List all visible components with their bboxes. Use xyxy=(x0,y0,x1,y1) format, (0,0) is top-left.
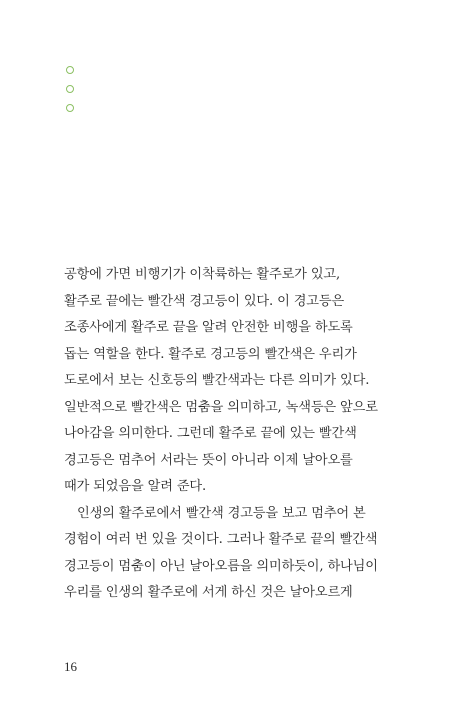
text-line: 우리를 인생의 활주로에 서게 하신 것은 날아오르게 xyxy=(64,585,353,600)
circle-outline-icon xyxy=(66,85,74,93)
text-line: 나아감을 의미한다. 그런데 활주로 끝에 있는 빨간색 xyxy=(64,426,357,441)
bullet-markers xyxy=(66,66,74,123)
circle-outline-icon xyxy=(66,66,74,74)
circle-outline-icon xyxy=(66,104,74,112)
body-paragraphs xyxy=(64,262,404,607)
text-line: 도로에서 보는 신호등의 빨간색과는 다른 의미가 있다. xyxy=(64,373,370,388)
text-line: 경고등이 멈춤이 아닌 날아오름을 의미하듯이, 하나님이 xyxy=(64,558,378,574)
text-line: 일반적으로 빨간색은 멈춤을 의미하고, 녹색등은 앞으로 xyxy=(64,399,378,415)
text-line: 공항에 가면 비행기가 이착륙하는 활주로가 있고, xyxy=(64,267,341,282)
page-number: 16 xyxy=(64,659,77,674)
text-line: 경고등은 멈추어 서라는 뜻이 아니라 이제 날아오를 xyxy=(64,452,353,468)
text-line: 때가 되었음을 알려 준다. xyxy=(64,479,207,494)
text-line-indented: 인생의 활주로에서 빨간색 경고등을 보고 멈추어 본 xyxy=(77,505,366,521)
text-line: 돕는 역할을 한다. 활주로 경고등의 빨간색은 우리가 xyxy=(64,346,357,362)
text-line: 활주로 끝에는 빨간색 경고등이 있다. 이 경고등은 xyxy=(64,293,345,309)
text-line: 경험이 여러 번 있을 것이다. 그러나 활주로 끝의 빨간색 xyxy=(64,532,378,547)
text-line: 조종사에게 활주로 끝을 알려 안전한 비행을 하도록 xyxy=(64,320,353,335)
